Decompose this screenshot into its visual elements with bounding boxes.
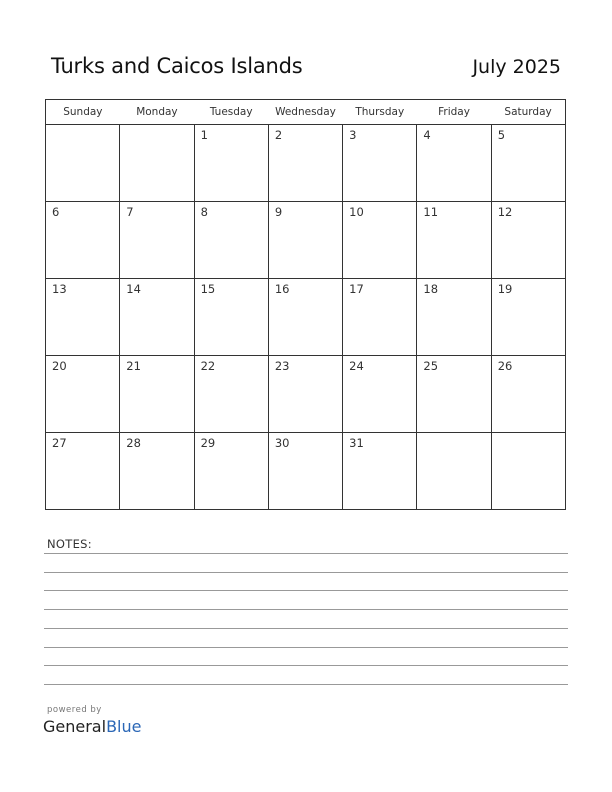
day-number: 6: [52, 205, 60, 219]
day-number: 18: [423, 282, 439, 296]
day-number: 10: [349, 205, 364, 219]
brand-general: General: [43, 717, 107, 736]
day-number: [417, 433, 490, 436]
day-cell: [46, 202, 120, 279]
weekday-header: Saturday: [491, 100, 565, 125]
notes-line: [44, 665, 568, 666]
day-number: 28: [126, 436, 141, 450]
day-cell: [491, 356, 565, 433]
day-cell: [343, 433, 417, 510]
weekday-header-row: [46, 100, 566, 125]
week-row: [46, 356, 566, 433]
day-number: 11: [423, 205, 439, 219]
day-number: 23: [274, 359, 290, 373]
day-cell: [120, 125, 194, 202]
week-row: [46, 125, 566, 202]
day-cell: [46, 356, 120, 433]
weekday-header: Wednesday: [268, 100, 342, 125]
powered-by-label: powered by: [47, 705, 102, 715]
day-cell: [120, 356, 194, 433]
day-cell: [343, 356, 417, 433]
day-number: 30: [274, 436, 290, 450]
week-row: [46, 279, 566, 356]
day-cell: [194, 202, 268, 279]
day-cell: [343, 279, 417, 356]
day-number: [492, 433, 565, 436]
notes-line: [44, 647, 568, 648]
notes-line: [44, 572, 568, 573]
calendar-title: Turks and Caicos Islands: [51, 54, 303, 78]
day-cell: [194, 125, 268, 202]
day-number: 22: [200, 359, 216, 373]
day-cell: [268, 433, 342, 510]
notes-label: NOTES:: [47, 537, 92, 551]
notes-line: [44, 684, 568, 685]
day-cell: [120, 202, 194, 279]
day-number: 31: [349, 436, 364, 450]
day-number: [46, 125, 119, 128]
day-number: 17: [349, 282, 364, 296]
weekday-header: Sunday: [46, 100, 120, 125]
day-cell: [194, 356, 268, 433]
day-cell: [417, 125, 491, 202]
day-number: 21: [126, 359, 141, 373]
week-row: [46, 433, 566, 510]
day-cell: [194, 433, 268, 510]
day-cell: [491, 202, 565, 279]
day-number: 13: [52, 282, 67, 296]
weekday-header: Thursday: [343, 100, 417, 125]
notes-line: [44, 590, 568, 591]
day-number: 1: [200, 128, 208, 142]
day-number: 19: [497, 282, 513, 296]
day-cell: [343, 125, 417, 202]
day-cell: [46, 279, 120, 356]
day-cell: [46, 433, 120, 510]
month-year: July 2025: [472, 56, 561, 78]
day-number: 7: [126, 205, 134, 219]
day-number: 8: [200, 205, 208, 219]
day-number: 25: [423, 359, 439, 373]
day-number: 2: [274, 128, 283, 142]
day-cell: [343, 202, 417, 279]
day-cell: [46, 125, 120, 202]
day-number: 27: [52, 436, 67, 450]
day-number: 4: [423, 128, 431, 142]
day-cell: [491, 279, 565, 356]
day-cell: [268, 279, 342, 356]
weekday-header: Tuesday: [194, 100, 268, 125]
day-number: 26: [497, 359, 513, 373]
day-cell: [120, 433, 194, 510]
day-number: 29: [200, 436, 216, 450]
day-number: 24: [349, 359, 364, 373]
notes-line: [44, 609, 568, 610]
day-number: [120, 125, 193, 128]
week-row: [46, 202, 566, 279]
day-number: 12: [497, 205, 513, 219]
day-cell: [268, 202, 342, 279]
day-cell: [120, 279, 194, 356]
weekday-header: Friday: [417, 100, 491, 125]
weekday-header: Monday: [120, 100, 194, 125]
brand-blue: Blue: [106, 717, 142, 736]
day-number: 14: [126, 282, 141, 296]
day-number: 5: [497, 128, 506, 142]
day-cell: [417, 279, 491, 356]
notes-line: [44, 628, 568, 629]
day-cell: [268, 125, 342, 202]
notes-line: [44, 553, 568, 554]
day-cell: [194, 279, 268, 356]
day-cell: [491, 433, 565, 510]
calendar-grid: [45, 99, 566, 510]
day-number: 16: [274, 282, 290, 296]
brand-logo: [43, 717, 141, 736]
day-number: 15: [200, 282, 216, 296]
day-cell: [268, 356, 342, 433]
day-cell: [417, 356, 491, 433]
day-number: 3: [349, 128, 357, 142]
day-cell: [491, 125, 565, 202]
day-number: 9: [274, 205, 283, 219]
day-cell: [417, 433, 491, 510]
day-cell: [417, 202, 491, 279]
day-number: 20: [52, 359, 67, 373]
